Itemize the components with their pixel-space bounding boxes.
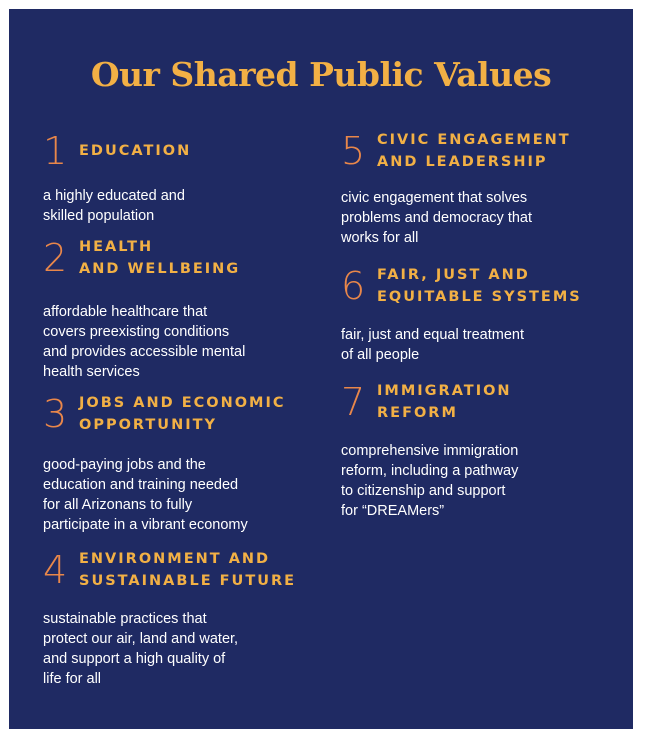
value-heading: HEALTH AND WELLBEING bbox=[79, 239, 241, 277]
value-item-header bbox=[43, 392, 313, 436]
value-item-header bbox=[341, 129, 611, 173]
value-number: 6 bbox=[341, 264, 366, 308]
value-item-health bbox=[43, 236, 313, 382]
value-description: sustainable practices that protect our air, land and water, and support a high quality of life for all bbox=[43, 611, 239, 687]
value-number: 3 bbox=[43, 392, 68, 436]
value-heading: FAIR, JUST AND EQUITABLE SYSTEMS bbox=[377, 267, 582, 305]
value-heading: IMMIGRATION REFORM bbox=[377, 383, 512, 421]
value-item-jobs bbox=[43, 392, 313, 535]
value-number: 4 bbox=[43, 548, 68, 592]
values-panel bbox=[9, 9, 633, 729]
value-item-fair-systems bbox=[341, 264, 611, 365]
value-item-header bbox=[341, 264, 611, 308]
value-number: 5 bbox=[341, 129, 366, 173]
value-item-education bbox=[43, 129, 313, 226]
value-item-immigration bbox=[341, 380, 611, 521]
value-description: affordable healthcare that covers preexisting conditions and provides accessible mental health services bbox=[43, 304, 246, 380]
value-item-header bbox=[43, 129, 313, 173]
value-item-header bbox=[341, 380, 611, 424]
value-description: civic engagement that solves problems and democracy that works for all bbox=[341, 190, 533, 246]
value-description: a highly educated and skilled population bbox=[43, 188, 185, 224]
page-title: Our Shared Public Values bbox=[90, 55, 552, 94]
value-item-environment bbox=[43, 548, 313, 689]
value-description: good-paying jobs and the education and training needed for all Arizonans to fully participate in a vibrant economy bbox=[43, 457, 248, 533]
value-item-civic bbox=[341, 129, 611, 248]
value-heading: JOBS AND ECONOMIC OPPORTUNITY bbox=[79, 395, 286, 433]
value-item-header bbox=[43, 548, 313, 592]
value-heading: EDUCATION bbox=[79, 143, 192, 159]
value-description: comprehensive immigration reform, including a pathway to citizenship and support for “DREAMers” bbox=[341, 443, 519, 519]
value-number: 1 bbox=[43, 129, 68, 173]
value-heading: ENVIRONMENT AND SUSTAINABLE FUTURE bbox=[79, 551, 297, 589]
value-number: 7 bbox=[341, 380, 366, 424]
value-number: 2 bbox=[43, 236, 68, 280]
value-description: fair, just and equal treatment of all people bbox=[341, 327, 524, 363]
value-heading: CIVIC ENGAGEMENT AND LEADERSHIP bbox=[377, 132, 571, 170]
value-item-header bbox=[43, 236, 313, 280]
